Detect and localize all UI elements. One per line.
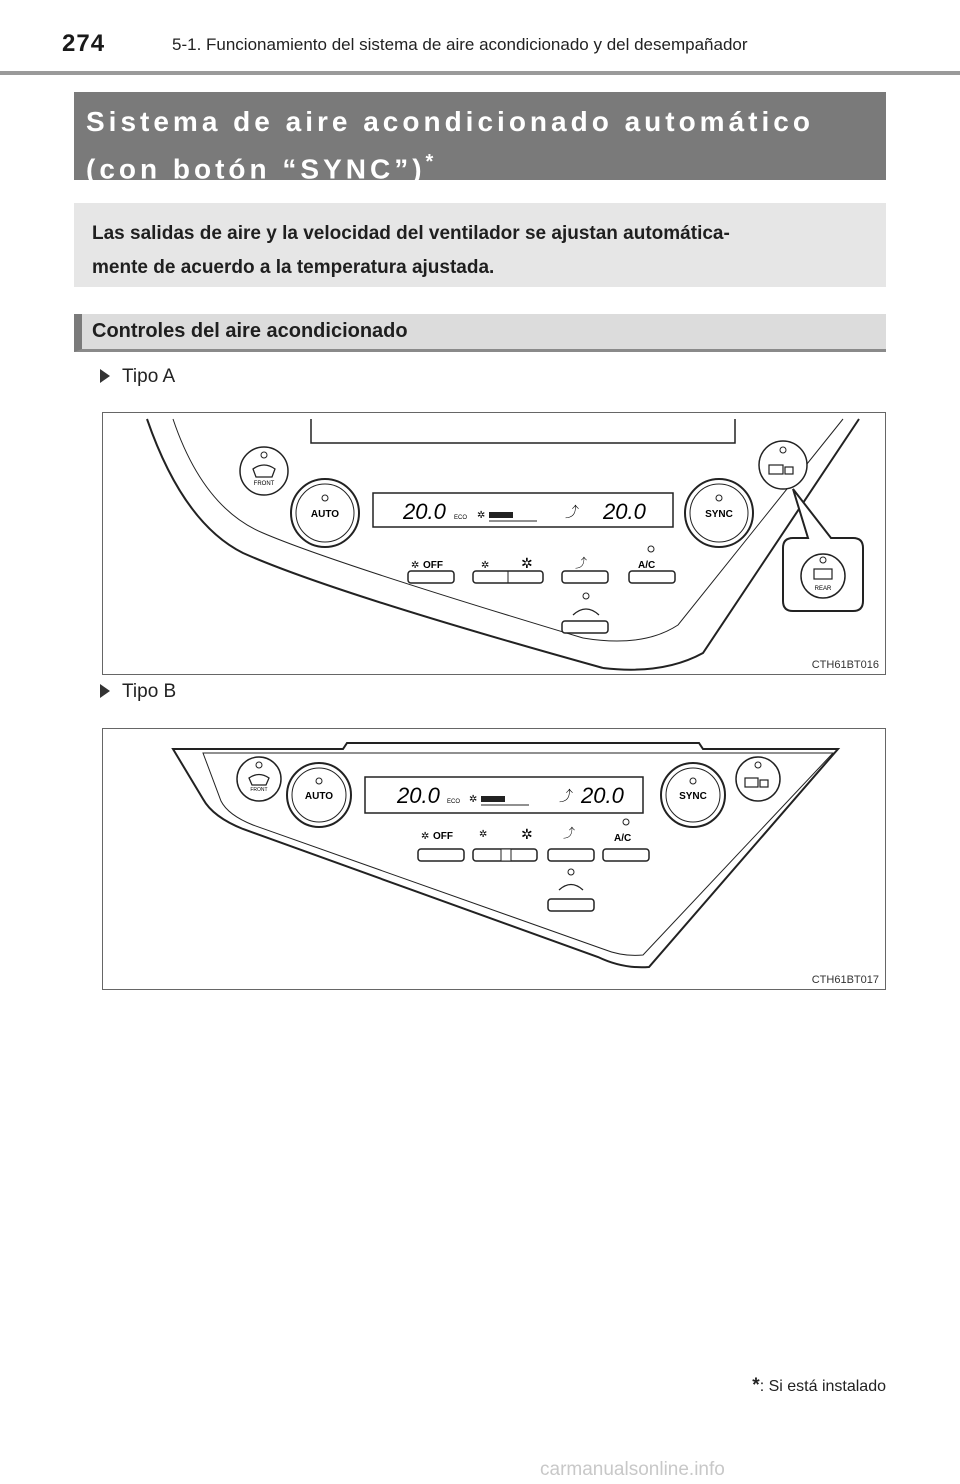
footnote-text: : Si está instalado: [759, 1378, 886, 1395]
auto-label: AUTO: [310, 509, 340, 520]
airflow-icon: ⤴: [575, 556, 588, 570]
section-title-line2-wrap: [86, 142, 874, 189]
triangle-bullet-icon: [100, 369, 110, 383]
intro-line1: Las salidas de aire y la velocidad del ventilador se ajustan automática-: [92, 223, 730, 244]
auto-knob-left[interactable]: [291, 479, 359, 547]
eco-label: ECO: [447, 799, 461, 805]
bullet-type-a-label: Tipo A: [122, 366, 176, 387]
fan-icon: ✲: [421, 831, 430, 842]
fan-low-icon: ✲: [479, 829, 488, 840]
recirculation-icon: [573, 609, 599, 615]
rear-defrost-button[interactable]: [759, 441, 807, 489]
climate-panel-type-b-illustration: [103, 729, 885, 989]
eco-label: ECO: [454, 515, 468, 521]
fan-speed-icon: ✲: [477, 510, 486, 521]
page-number: 274: [62, 30, 106, 57]
front-defrost-button[interactable]: [237, 757, 281, 801]
off-label: OFF: [433, 831, 453, 842]
fan-low-icon: ✲: [481, 560, 490, 571]
ac-button[interactable]: [603, 819, 649, 861]
figure-code-a: CTH61BT016: [811, 659, 879, 671]
off-button[interactable]: [418, 831, 464, 861]
subsection-title: Controles del aire acondicionado: [92, 320, 408, 342]
right-temperature: 20.0: [581, 783, 624, 808]
sync-knob-right[interactable]: [685, 479, 753, 547]
ac-label: A/C: [638, 560, 656, 571]
rear-label: REAR: [814, 586, 832, 592]
rear-defrost-button[interactable]: [736, 757, 780, 801]
airflow-mode-icon: ⤴: [565, 504, 579, 520]
auto-label: AUTO: [304, 791, 334, 802]
ac-label: A/C: [614, 833, 632, 844]
front-defrost-button[interactable]: [240, 447, 288, 495]
sync-knob-right[interactable]: [661, 763, 725, 827]
fan-high-icon: ✲: [521, 555, 533, 571]
fan-speed-rocker[interactable]: [473, 555, 543, 583]
rear-defrost-callout-button[interactable]: [801, 554, 845, 598]
off-label: OFF: [423, 560, 443, 571]
section-title-box: [74, 92, 886, 185]
right-temperature: 20.0: [603, 499, 646, 524]
recirculation-icon: [559, 885, 583, 891]
section-title-line2: (con botón “SYNC”): [86, 153, 426, 185]
fan-icon: ✲: [411, 560, 420, 571]
triangle-bullet-icon: [100, 684, 110, 698]
fan-speed-bars: [481, 796, 505, 802]
airflow-mode-button[interactable]: [562, 555, 608, 583]
footnote: [752, 1375, 886, 1397]
ac-button[interactable]: [629, 546, 675, 583]
climate-display: [365, 777, 643, 813]
bullet-type-b-label: Tipo B: [122, 681, 177, 702]
chapter-title: 5-1. Funcionamiento del sistema de aire acondicionado y del desempañador: [172, 35, 748, 54]
airflow-icon: ⤴: [563, 826, 576, 840]
airflow-mode-icon: ⤴: [559, 788, 573, 804]
fan-speed-rocker[interactable]: [473, 826, 537, 861]
recirculation-button[interactable]: [562, 593, 608, 633]
front-label: FRONT: [250, 787, 268, 793]
watermark: carmanualsonline.info: [540, 1459, 725, 1480]
off-button[interactable]: [408, 560, 454, 583]
footnote-mark: *: [752, 1375, 760, 1396]
fan-high-icon: ✲: [521, 826, 533, 842]
left-temperature: 20.0: [403, 499, 446, 524]
fan-speed-bars: [489, 512, 513, 518]
airflow-mode-button[interactable]: [548, 825, 594, 861]
intro-box: [74, 203, 886, 287]
recirculation-button[interactable]: [548, 869, 594, 911]
bullet-type-b: [100, 681, 176, 703]
installed-mark: *: [425, 151, 434, 173]
figure-code-b: CTH61BT017: [811, 974, 879, 986]
header-rule: [0, 71, 960, 75]
sync-label: SYNC: [679, 791, 707, 802]
section-title-line1: Sistema de aire acondicionado automático: [86, 106, 814, 137]
figure-type-a: [102, 412, 886, 675]
climate-panel-type-a-illustration: [103, 413, 885, 674]
intro-line2: mente de acuerdo a la temperatura ajustada.: [92, 257, 495, 278]
climate-display: [373, 493, 673, 527]
auto-knob-left[interactable]: [287, 763, 351, 827]
bullet-type-a: [100, 366, 175, 388]
subsection-heading: [74, 314, 886, 352]
figure-type-b: [102, 728, 886, 990]
sync-label: SYNC: [705, 509, 733, 520]
fan-speed-icon: ✲: [469, 794, 478, 805]
left-temperature: 20.0: [397, 783, 440, 808]
front-label: FRONT: [253, 481, 275, 487]
